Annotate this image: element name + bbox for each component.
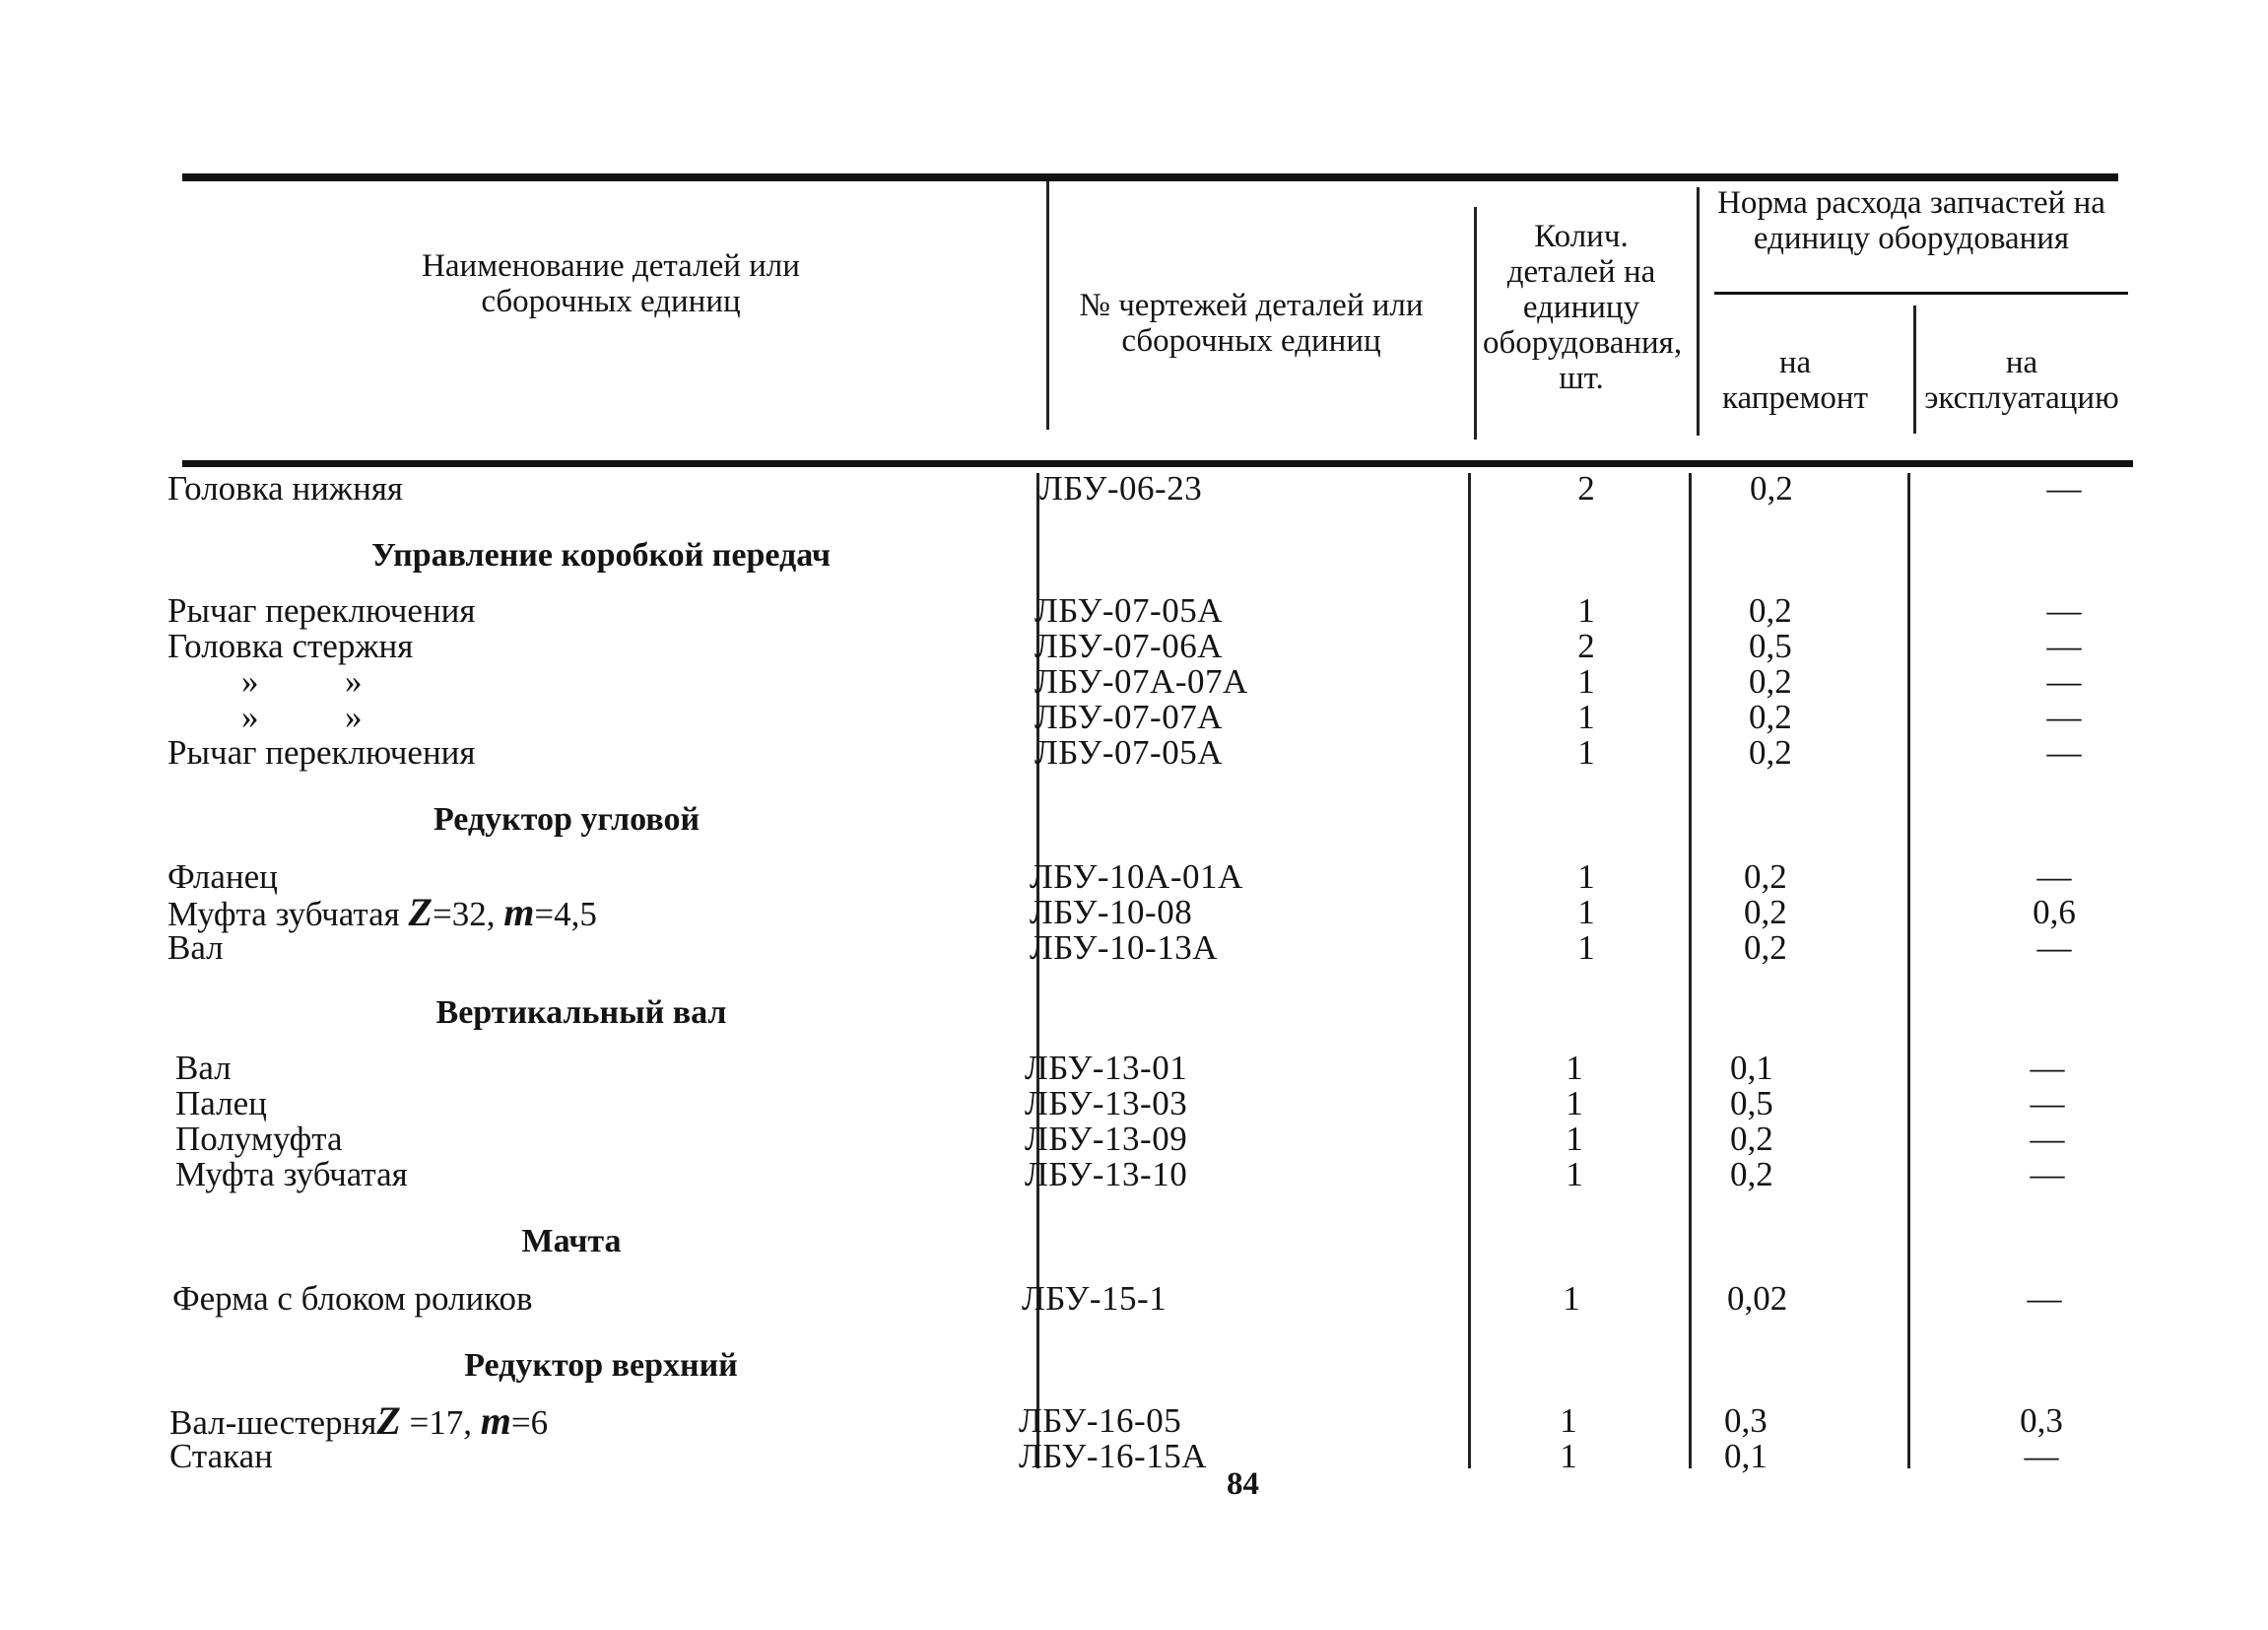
part-name: Головка стержня: [167, 627, 414, 665]
quantity: 1: [1577, 857, 1595, 896]
part-name: [169, 1398, 549, 1443]
part-name: » »: [241, 698, 363, 736]
m-value: =6: [510, 1403, 549, 1442]
top-rule: [182, 173, 2118, 181]
part-name: Стакан: [169, 1437, 273, 1475]
drawing-number: ЛБУ-13-01: [1025, 1049, 1188, 1087]
header-bottom-rule: [182, 460, 2133, 467]
table-row: [167, 890, 2138, 934]
drawing-number: ЛБУ-10-08: [1030, 893, 1193, 931]
quantity: 1: [1560, 1401, 1577, 1440]
norm-operation: —: [2030, 1120, 2065, 1158]
table-row: [167, 735, 2138, 771]
norm-operation: —: [2046, 698, 2082, 736]
norm-repair: 0,5: [1730, 1084, 1773, 1122]
norm-operation: —: [2030, 1049, 2065, 1087]
norm-repair: 0,2: [1749, 662, 1792, 701]
norm-repair: 0,2: [1749, 698, 1792, 736]
section-heading: Мачта: [521, 1223, 622, 1259]
quantity: 1: [1577, 662, 1595, 701]
table-row: [167, 700, 2138, 735]
drawing-number: ЛБУ-07А-07А: [1034, 662, 1248, 701]
quantity: 1: [1577, 591, 1595, 630]
table-row: [167, 593, 2138, 629]
norm-operation: —: [2046, 591, 2082, 630]
part-name: Вал: [175, 1049, 232, 1087]
part-name: Ферма с блоком роликов: [172, 1279, 533, 1318]
vline-qty-norm-header: [1697, 187, 1700, 436]
header-norm-column: Норма расхода запчастей на единицу оборудования: [1717, 185, 2105, 256]
part-name-text: Муфта зубчатая: [167, 895, 400, 933]
table-row: [175, 1157, 2146, 1192]
z-value: =17,: [409, 1403, 473, 1442]
header-name-column: Наименование деталей или сборочных единиц: [422, 248, 800, 319]
drawing-number: ЛБУ-13-03: [1025, 1084, 1188, 1122]
part-name: » »: [241, 662, 363, 701]
header-norm-operation: на эксплуатацию: [1924, 345, 2119, 416]
quantity: 2: [1577, 627, 1595, 665]
norm-operation: —: [2036, 857, 2072, 896]
drawing-number: ЛБУ-07-07А: [1034, 698, 1223, 736]
header-quantity-column: Колич. деталей на единицу оборудования, шт.: [1483, 219, 1683, 396]
table-row: [175, 1051, 2146, 1086]
drawing-number: ЛБУ-07-05А: [1034, 591, 1223, 630]
section-heading: Редуктор верхний: [464, 1347, 738, 1384]
norm-repair: 0,2: [1749, 591, 1792, 630]
norm-operation: —: [2046, 662, 2082, 701]
norm-repair: 0,1: [1730, 1049, 1773, 1087]
z-symbol: Z: [408, 890, 433, 934]
m-value: =4,5: [534, 895, 597, 933]
norm-repair: 0,1: [1724, 1437, 1768, 1475]
norm-operation: —: [2046, 627, 2082, 665]
z-symbol: Z: [376, 1398, 401, 1443]
norm-operation: 0,6: [2033, 893, 2076, 931]
table-row: [167, 471, 2138, 507]
quantity: 1: [1577, 893, 1595, 931]
norm-operation: —: [2036, 928, 2072, 967]
norm-repair: 0,2: [1730, 1155, 1773, 1193]
part-name: [167, 890, 597, 934]
section-heading: Редуктор угловой: [433, 801, 700, 838]
part-name: Рычаг переключения: [167, 733, 476, 772]
drawing-number: ЛБУ-10-13А: [1030, 928, 1218, 967]
table-row: [175, 1121, 2146, 1157]
table-row: [167, 859, 2138, 895]
norm-operation: —: [2046, 733, 2082, 772]
norm-repair: 0,2: [1744, 928, 1787, 967]
norm-repair: 0,2: [1730, 1120, 1773, 1158]
drawing-number: ЛБУ-16-15А: [1019, 1437, 1207, 1475]
part-name: Вал: [167, 928, 224, 967]
drawing-number: ЛБУ-16-05: [1019, 1401, 1182, 1440]
header-norm-repair: на капремонт: [1721, 345, 1869, 416]
table-row: [167, 629, 2138, 664]
norm-repair: 0,2: [1750, 469, 1793, 508]
table-row: [167, 930, 2138, 966]
quantity: 1: [1566, 1049, 1583, 1087]
quantity: 1: [1566, 1155, 1583, 1193]
part-name: Муфта зубчатая: [175, 1155, 408, 1193]
m-symbol: m: [480, 1398, 511, 1443]
drawing-number: ЛБУ-13-10: [1025, 1155, 1188, 1193]
quantity: 1: [1563, 1279, 1580, 1318]
table-row: [169, 1398, 2140, 1443]
quantity: 1: [1566, 1120, 1583, 1158]
norm-subheader-rule: [1714, 292, 2128, 295]
part-name: Палец: [175, 1084, 267, 1122]
norm-operation: —: [2024, 1437, 2059, 1475]
norm-repair: 0,2: [1744, 893, 1787, 931]
vline-name-drawing-header: [1046, 181, 1049, 430]
norm-repair: 0,2: [1749, 733, 1792, 772]
norm-repair: 0,3: [1724, 1401, 1768, 1440]
norm-operation: —: [2030, 1155, 2065, 1193]
page-number: 84: [1227, 1466, 1259, 1502]
drawing-number: ЛБУ-15-1: [1022, 1279, 1167, 1318]
table-row: [172, 1281, 2143, 1317]
header-drawing-column: № чертежей деталей или сборочных единиц: [1079, 288, 1424, 359]
drawing-number: ЛБУ-07-06А: [1034, 627, 1223, 665]
norm-repair: 0,02: [1727, 1279, 1788, 1318]
norm-operation: —: [2027, 1279, 2062, 1318]
norm-operation: —: [2046, 469, 2082, 508]
drawing-number: ЛБУ-13-09: [1025, 1120, 1188, 1158]
quantity: 1: [1566, 1084, 1583, 1122]
norm-repair: 0,2: [1744, 857, 1787, 896]
quantity: 1: [1560, 1437, 1577, 1475]
vline-drawing-qty-header: [1474, 207, 1477, 440]
norm-repair: 0,5: [1749, 627, 1792, 665]
table-row: [169, 1439, 2140, 1474]
quantity: 2: [1577, 469, 1595, 508]
table-row: [175, 1086, 2146, 1121]
part-name: Полумуфта: [175, 1120, 343, 1158]
drawing-number: ЛБУ-10А-01А: [1030, 857, 1243, 896]
m-symbol: m: [503, 890, 535, 934]
norm-operation: 0,3: [2020, 1401, 2063, 1440]
part-name: Рычаг переключения: [167, 591, 476, 630]
section-heading: Вертикальный вал: [435, 994, 727, 1031]
part-name: Фланец: [167, 857, 278, 896]
z-value: =32,: [432, 895, 496, 933]
quantity: 1: [1577, 928, 1595, 967]
part-name: Головка нижняя: [167, 469, 404, 508]
vline-repair-operation-header: [1913, 306, 1916, 434]
part-name-text: Вал-шестерня: [169, 1403, 377, 1442]
section-heading: Управление коробкой передач: [370, 537, 832, 574]
quantity: 1: [1577, 733, 1595, 772]
drawing-number: ЛБУ-06-23: [1039, 469, 1203, 508]
drawing-number: ЛБУ-07-05А: [1034, 733, 1223, 772]
quantity: 1: [1577, 698, 1595, 736]
table-row: [167, 664, 2138, 700]
norm-operation: —: [2030, 1084, 2065, 1122]
